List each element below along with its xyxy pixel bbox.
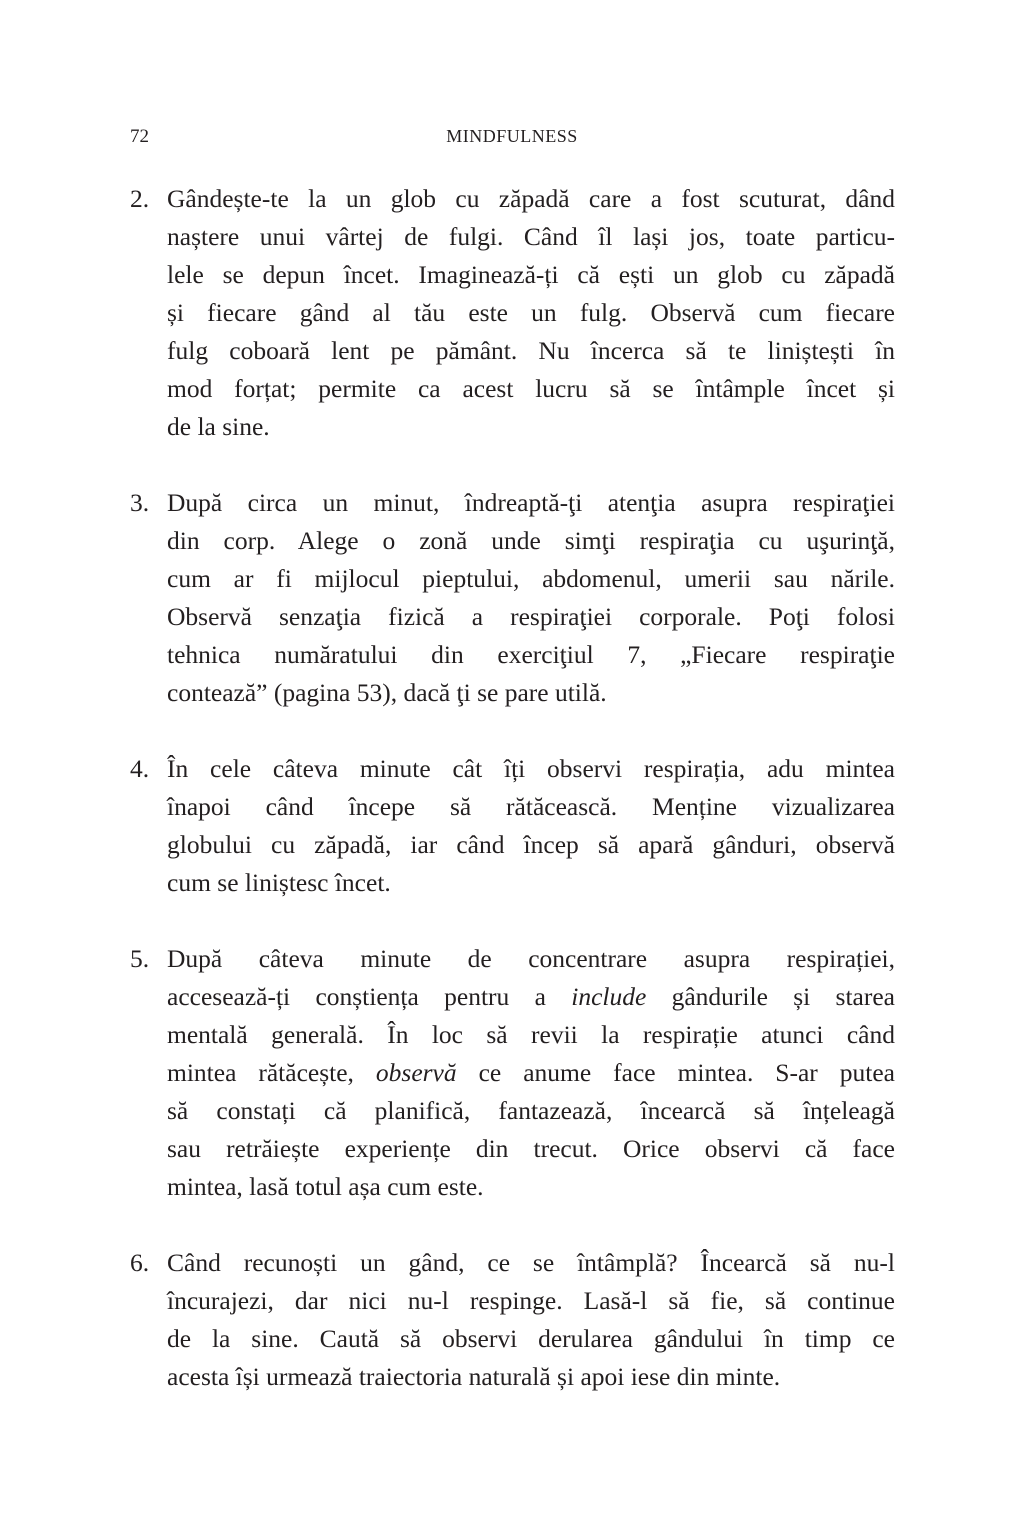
text-segment: cum se liniștesc încet.	[167, 868, 391, 897]
text-segment: accesează-ți conștiența pentru a	[167, 982, 572, 1011]
text-line	[167, 332, 895, 370]
emphasis-text: include	[571, 982, 647, 1011]
text-segment: După câteva minute de concentrare asupra respirației,	[167, 944, 895, 973]
text-segment: contează” (pagina 53), dacă ţi se pare utilă.	[167, 678, 607, 707]
emphasis-text: observă	[375, 1058, 457, 1087]
text-line	[167, 826, 895, 864]
text-segment: de la sine. Caută să observi derularea gândului în timp ce	[167, 1324, 895, 1353]
text-segment: și fiecare gând al tău este un fulg. Observă cum fiecare	[167, 298, 895, 327]
list-item	[130, 750, 895, 902]
text-line	[167, 256, 895, 294]
text-segment: acesta își urmează traiectoria naturală și apoi iese din minte.	[167, 1362, 781, 1391]
text-line	[167, 1168, 895, 1206]
text-segment: mintea rătăcește,	[167, 1058, 376, 1087]
list-item	[130, 1244, 895, 1396]
page-body	[130, 180, 895, 1434]
text-line	[167, 1320, 895, 1358]
text-segment: tehnica număratului din exerciţiul 7, „Fiecare respiraţie	[167, 640, 895, 669]
text-segment: ce anume face mintea. S-ar putea	[456, 1058, 895, 1087]
text-segment: gândurile și starea	[646, 982, 895, 1011]
text-segment: globului cu zăpadă, iar când încep să apară gânduri, observă	[167, 830, 895, 859]
text-line	[167, 940, 895, 978]
text-line	[167, 1092, 895, 1130]
list-item	[130, 180, 895, 446]
text-line	[167, 484, 895, 522]
text-segment: Observă senzaţia fizică a respiraţiei corporale. Poţi folosi	[167, 602, 895, 631]
text-line	[167, 522, 895, 560]
text-line	[167, 1016, 895, 1054]
text-line	[167, 370, 895, 408]
list-number: 6.	[130, 1248, 150, 1277]
text-segment: În cele câteva minute cât îți observi respirația, adu mintea	[167, 754, 895, 783]
text-segment: să constați că planifică, fantazează, încearcă să înțeleagă	[167, 1096, 895, 1125]
text-line	[167, 788, 895, 826]
text-segment: încurajezi, dar nici nu-l respinge. Lasă-l să fie, să continue	[167, 1286, 895, 1315]
text-line	[167, 674, 895, 712]
text-line	[167, 180, 895, 218]
text-line	[167, 1130, 895, 1168]
text-segment: înapoi când începe să rătăcească. Menține vizualizarea	[167, 792, 895, 821]
text-line	[167, 218, 895, 256]
text-line	[167, 408, 895, 446]
text-segment: naștere unui vârtej de fulgi. Când îl lași jos, toate particu-	[167, 222, 895, 251]
text-line	[167, 560, 895, 598]
list-item	[130, 484, 895, 712]
text-segment: mod forțat; permite ca acest lucru să se întâmple încet și	[167, 374, 895, 403]
text-segment: sau retrăiește experiențe din trecut. Orice observi că face	[167, 1134, 895, 1163]
list-item	[130, 940, 895, 1206]
text-segment: Gândește-te la un glob cu zăpadă care a fost scuturat, dând	[167, 184, 895, 213]
text-segment: mintea, lasă totul așa cum este.	[167, 1172, 484, 1201]
text-segment: mentală generală. În loc să revii la respirație atunci când	[167, 1020, 895, 1049]
text-segment: După circa un minut, îndreaptă-ţi atenţia asupra respiraţiei	[167, 488, 895, 517]
page-number: 72	[130, 126, 149, 147]
text-segment: Când recunoști un gând, ce se întâmplă? Încearcă să nu-l	[167, 1248, 895, 1277]
text-line	[167, 1054, 895, 1092]
text-segment: lele se depun încet. Imaginează-ți că ești un glob cu zăpadă	[167, 260, 895, 289]
text-line	[167, 598, 895, 636]
text-line	[167, 1244, 895, 1282]
text-line	[167, 294, 895, 332]
text-segment: cum ar fi mijlocul pieptului, abdomenul, umerii sau nările.	[167, 564, 895, 593]
list-number: 3.	[130, 488, 150, 517]
running-head: MINDFULNESS	[446, 126, 578, 146]
text-line	[167, 750, 895, 788]
text-line	[167, 978, 895, 1016]
text-line	[167, 636, 895, 674]
list-number: 2.	[130, 184, 150, 213]
text-line	[167, 864, 895, 902]
text-segment: de la sine.	[167, 412, 270, 441]
list-number: 5.	[130, 944, 150, 973]
list-number: 4.	[130, 754, 150, 783]
text-line	[167, 1358, 895, 1396]
text-segment: din corp. Alege o zonă unde simţi respiraţia cu uşurinţă,	[167, 526, 895, 555]
text-segment: fulg coboară lent pe pământ. Nu încerca să te liniștești în	[167, 336, 895, 365]
text-line	[167, 1282, 895, 1320]
